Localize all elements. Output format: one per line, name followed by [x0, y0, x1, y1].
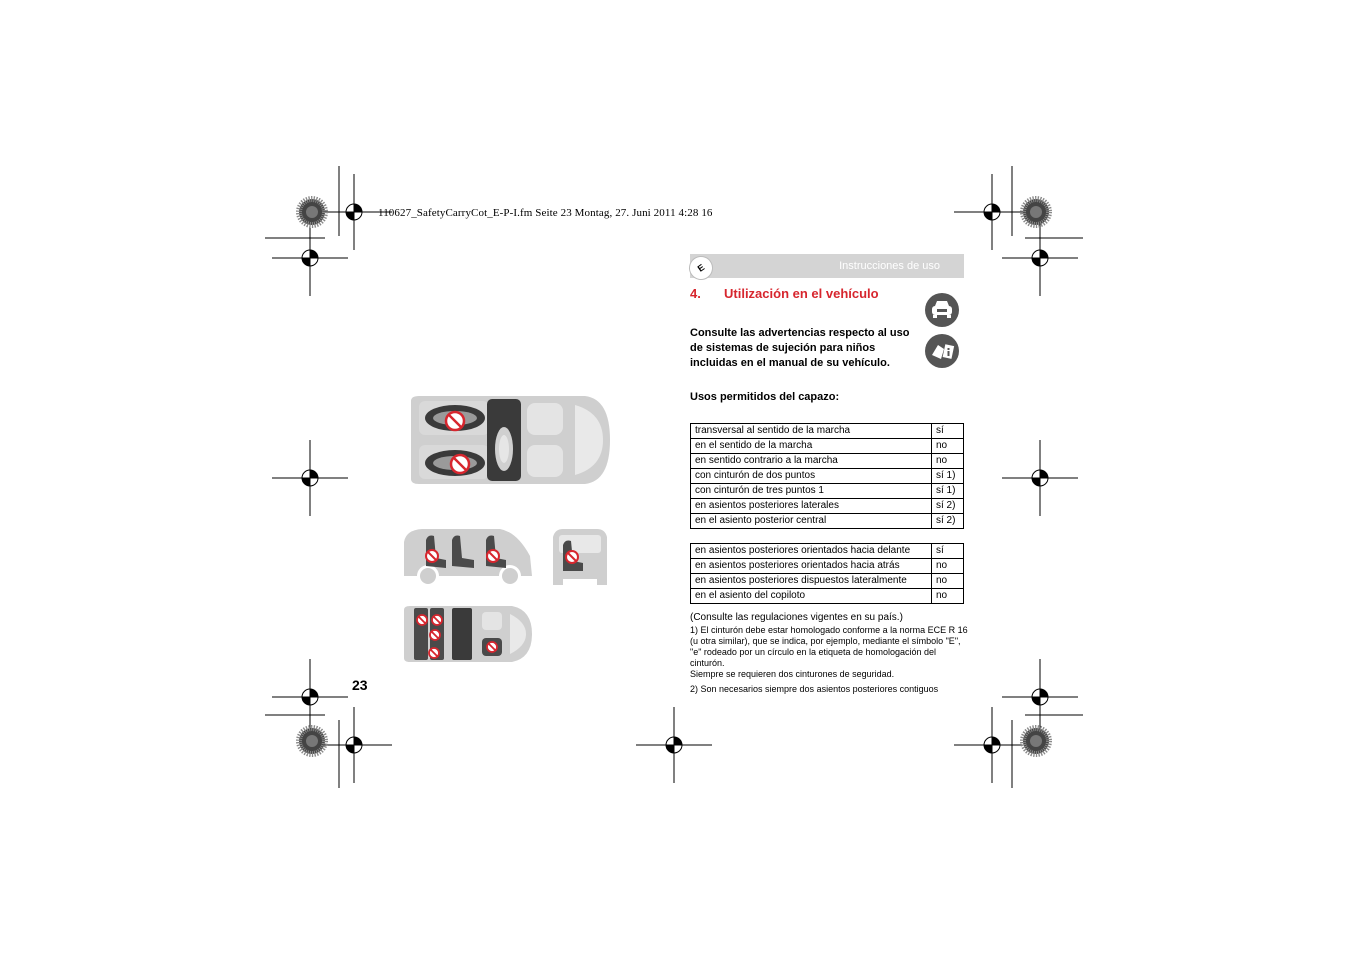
- prohibited-icon: [432, 615, 442, 625]
- table-row: [691, 544, 964, 559]
- car-top-view-illustration: [405, 393, 615, 487]
- row-value: no: [932, 574, 964, 589]
- manual-info-icon: [924, 333, 960, 369]
- row-label: con cinturón de tres puntos 1: [691, 484, 932, 499]
- usage-table-1: [690, 423, 964, 529]
- permitted-uses-heading: Usos permitidos del capazo:: [690, 391, 840, 403]
- row-label: en asientos posteriores orientados hacia atrás: [691, 559, 932, 574]
- file-header: 110627_SafetyCarryCot_E-P-I.fm Seite 23 Montag, 27. Juni 2011 4:28 16: [378, 207, 713, 219]
- row-value: sí: [932, 544, 964, 559]
- prohibited-icon: [446, 412, 464, 430]
- header-title: Instrucciones de uso: [839, 260, 940, 272]
- row-label: en sentido contrario a la marcha: [691, 454, 932, 469]
- table-row: [691, 469, 964, 484]
- row-value: no: [932, 559, 964, 574]
- table-row: [691, 499, 964, 514]
- footnote-1b: Siempre se requieren dos cinturones de seguridad.: [690, 669, 895, 679]
- table-row: [691, 424, 964, 439]
- row-label: transversal al sentido de la marcha: [691, 424, 932, 439]
- row-value: sí 2): [932, 514, 964, 529]
- warning-text: Consulte las advertencias respecto al uso de sistemas de sujeción para niños incluidas en el manual de su vehículo.: [690, 327, 910, 369]
- car-rear-view-illustration: [549, 527, 611, 589]
- row-label: en el sentido de la marcha: [691, 439, 932, 454]
- van-top-view-illustration: [402, 604, 534, 664]
- section-number: 4.: [690, 286, 701, 301]
- prohibited-icon: [417, 615, 427, 625]
- table-row: [691, 514, 964, 529]
- prohibited-icon: [430, 630, 440, 640]
- row-value: no: [932, 589, 964, 604]
- usage-table-2: [690, 543, 964, 604]
- table-row: [691, 454, 964, 469]
- row-value: no: [932, 454, 964, 469]
- footnotes: [690, 612, 970, 695]
- prohibited-icon: [487, 642, 497, 652]
- row-value: no: [932, 439, 964, 454]
- footnote-2: 2) Son necesarios siempre dos asientos posteriores contiguos: [690, 684, 939, 694]
- footnote-1: 1) El cinturón debe estar homologado conforme a la norma ECE R 16 (u otra similar), que se indica, por ejemplo, mediante el símbolo "E", "e" rodeado por un círculo en la etiqueta de homologación del cinturón.: [690, 625, 968, 668]
- row-value: sí 2): [932, 499, 964, 514]
- row-label: en el asiento posterior central: [691, 514, 932, 529]
- consult-note: (Consulte las regulaciones vigentes en su país.): [690, 612, 903, 623]
- page-number: 23: [352, 677, 368, 693]
- section-title: Utilización en el vehículo: [724, 286, 879, 301]
- row-label: en asientos posteriores laterales: [691, 499, 932, 514]
- car-side-view-illustration: [402, 526, 534, 588]
- row-label: en el asiento del copiloto: [691, 589, 932, 604]
- row-value: sí 1): [932, 484, 964, 499]
- prohibited-icon: [429, 648, 439, 658]
- table-row: [691, 484, 964, 499]
- row-value: sí: [932, 424, 964, 439]
- prohibited-icon: [566, 551, 578, 563]
- language-tab: E: [684, 251, 717, 284]
- table-row: [691, 439, 964, 454]
- prohibited-icon: [426, 550, 438, 562]
- section-heading: [690, 286, 879, 301]
- row-label: en asientos posteriores orientados hacia delante: [691, 544, 932, 559]
- prohibited-icon: [451, 455, 469, 473]
- header-band: [690, 254, 964, 278]
- table-row: [691, 574, 964, 589]
- row-label: con cinturón de dos puntos: [691, 469, 932, 484]
- prohibited-icon: [487, 550, 499, 562]
- row-label: en asientos posteriores dispuestos lateralmente: [691, 574, 932, 589]
- table-row: [691, 589, 964, 604]
- car-front-icon: [924, 292, 960, 328]
- row-value: sí 1): [932, 469, 964, 484]
- table-row: [691, 559, 964, 574]
